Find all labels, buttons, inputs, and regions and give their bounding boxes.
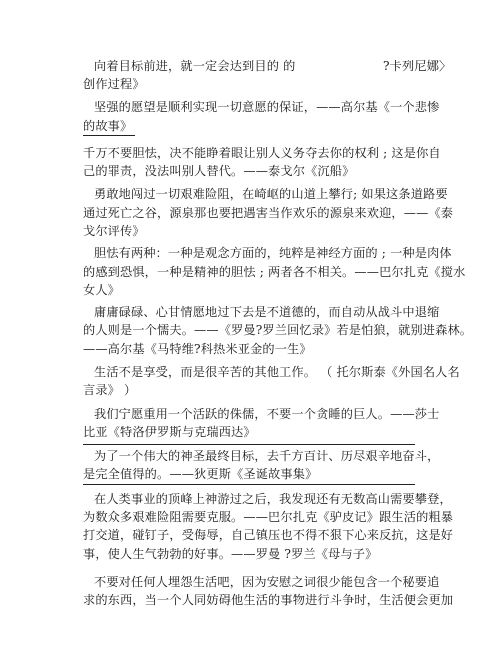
text-line: 在人类事业的顶峰上神游过之后，我发现还有无数高山需要攀登， (94, 492, 452, 506)
text-line: 言录》 ） (83, 383, 137, 397)
text-line: 比亚《特洛伊罗斯与克瑞西达》 (83, 425, 256, 439)
text-line: 不要对任何人埋怨生活吧，因为安慰之词很少能包含一个秘要追 (94, 575, 440, 589)
top-rule (83, 444, 415, 445)
text-line: 为数众多艰难险阻需要克服。——巴尔扎克《驴皮记》跟生活的粗暴 (83, 510, 454, 524)
text-line: 千万不要胆怯，决不能睁着眼让别人义务夺去你的权利 ; 这是你自 (83, 146, 441, 160)
text-line: 庸庸碌碌、心甘情愿地过下去是不道德的，而自动从战斗中退缩 (94, 305, 440, 319)
text-line: 的故事》 (83, 119, 133, 133)
text-line: 向着目标前进，就一定会达到目的 的 (94, 59, 296, 73)
underline (83, 135, 135, 136)
bottom-rule (83, 484, 415, 485)
text-line: 戈尔评传》 (83, 224, 145, 238)
text-line: 胆怯有两种：一种是观念方面的，纯粹是神经方面的 ; 一种是肉体 (94, 246, 452, 260)
text-line: 坚强的愿望是顺利实现一切意愿的保证，——高尔基《一个悲惨 (94, 100, 440, 114)
text-line: 通过死亡之谷，源泉那也要把遇害当作欢乐的源泉来欢迎，——《泰 (83, 206, 454, 220)
text-line: 勇敢地闯过一切艰难险阻，在崎岖的山道上攀行; 如果这条道路要 (94, 187, 448, 201)
text-line: 创作过程》 (83, 77, 145, 91)
text-line: 的感到恐惧，一种是精神的胆怯 ; 两者各不相关。——巴尔扎克《搅水 (83, 265, 466, 279)
text-line: 的人则是一个懦夫。——《罗曼?罗兰回忆录》若是怕狼，就别进森林。 (83, 323, 473, 337)
text-line: ?卡列尼娜〉 (383, 59, 452, 73)
text-line: 生活不是享受，而是很辛苦的其他工作。 （ 托尔斯泰《外国名人名 (94, 365, 460, 379)
text-line: 是完全值得的。——狄更斯《圣诞故事集》 (83, 467, 318, 481)
text-line: ——高尔基《马特维?科热米亚金的一生》 (83, 342, 312, 356)
text-line: 女人》 (83, 283, 121, 297)
text-line: 事，使人生气勃勃的好事。——罗曼 ?罗兰《母与子》 (83, 547, 378, 561)
text-line: 为了一个伟大的神圣最终目标，去千方百计、历尽艰辛地奋斗， (94, 449, 440, 463)
text-line: 我们宁愿重用一个活跃的侏儒，不要一个贪睡的巨人。——莎士 (94, 407, 440, 421)
text-line: 己的罪责，没法叫别人替代。——泰戈尔《沉船》 (83, 164, 355, 178)
text-line: 打交道，碰钉子，受侮辱，自己镇压也不得不狠下心来反抗，这是好 (83, 528, 454, 542)
text-line: 求的东西，当一个人同妨碍他生活的事物进行斗争时，生活便会更加 (83, 593, 454, 607)
